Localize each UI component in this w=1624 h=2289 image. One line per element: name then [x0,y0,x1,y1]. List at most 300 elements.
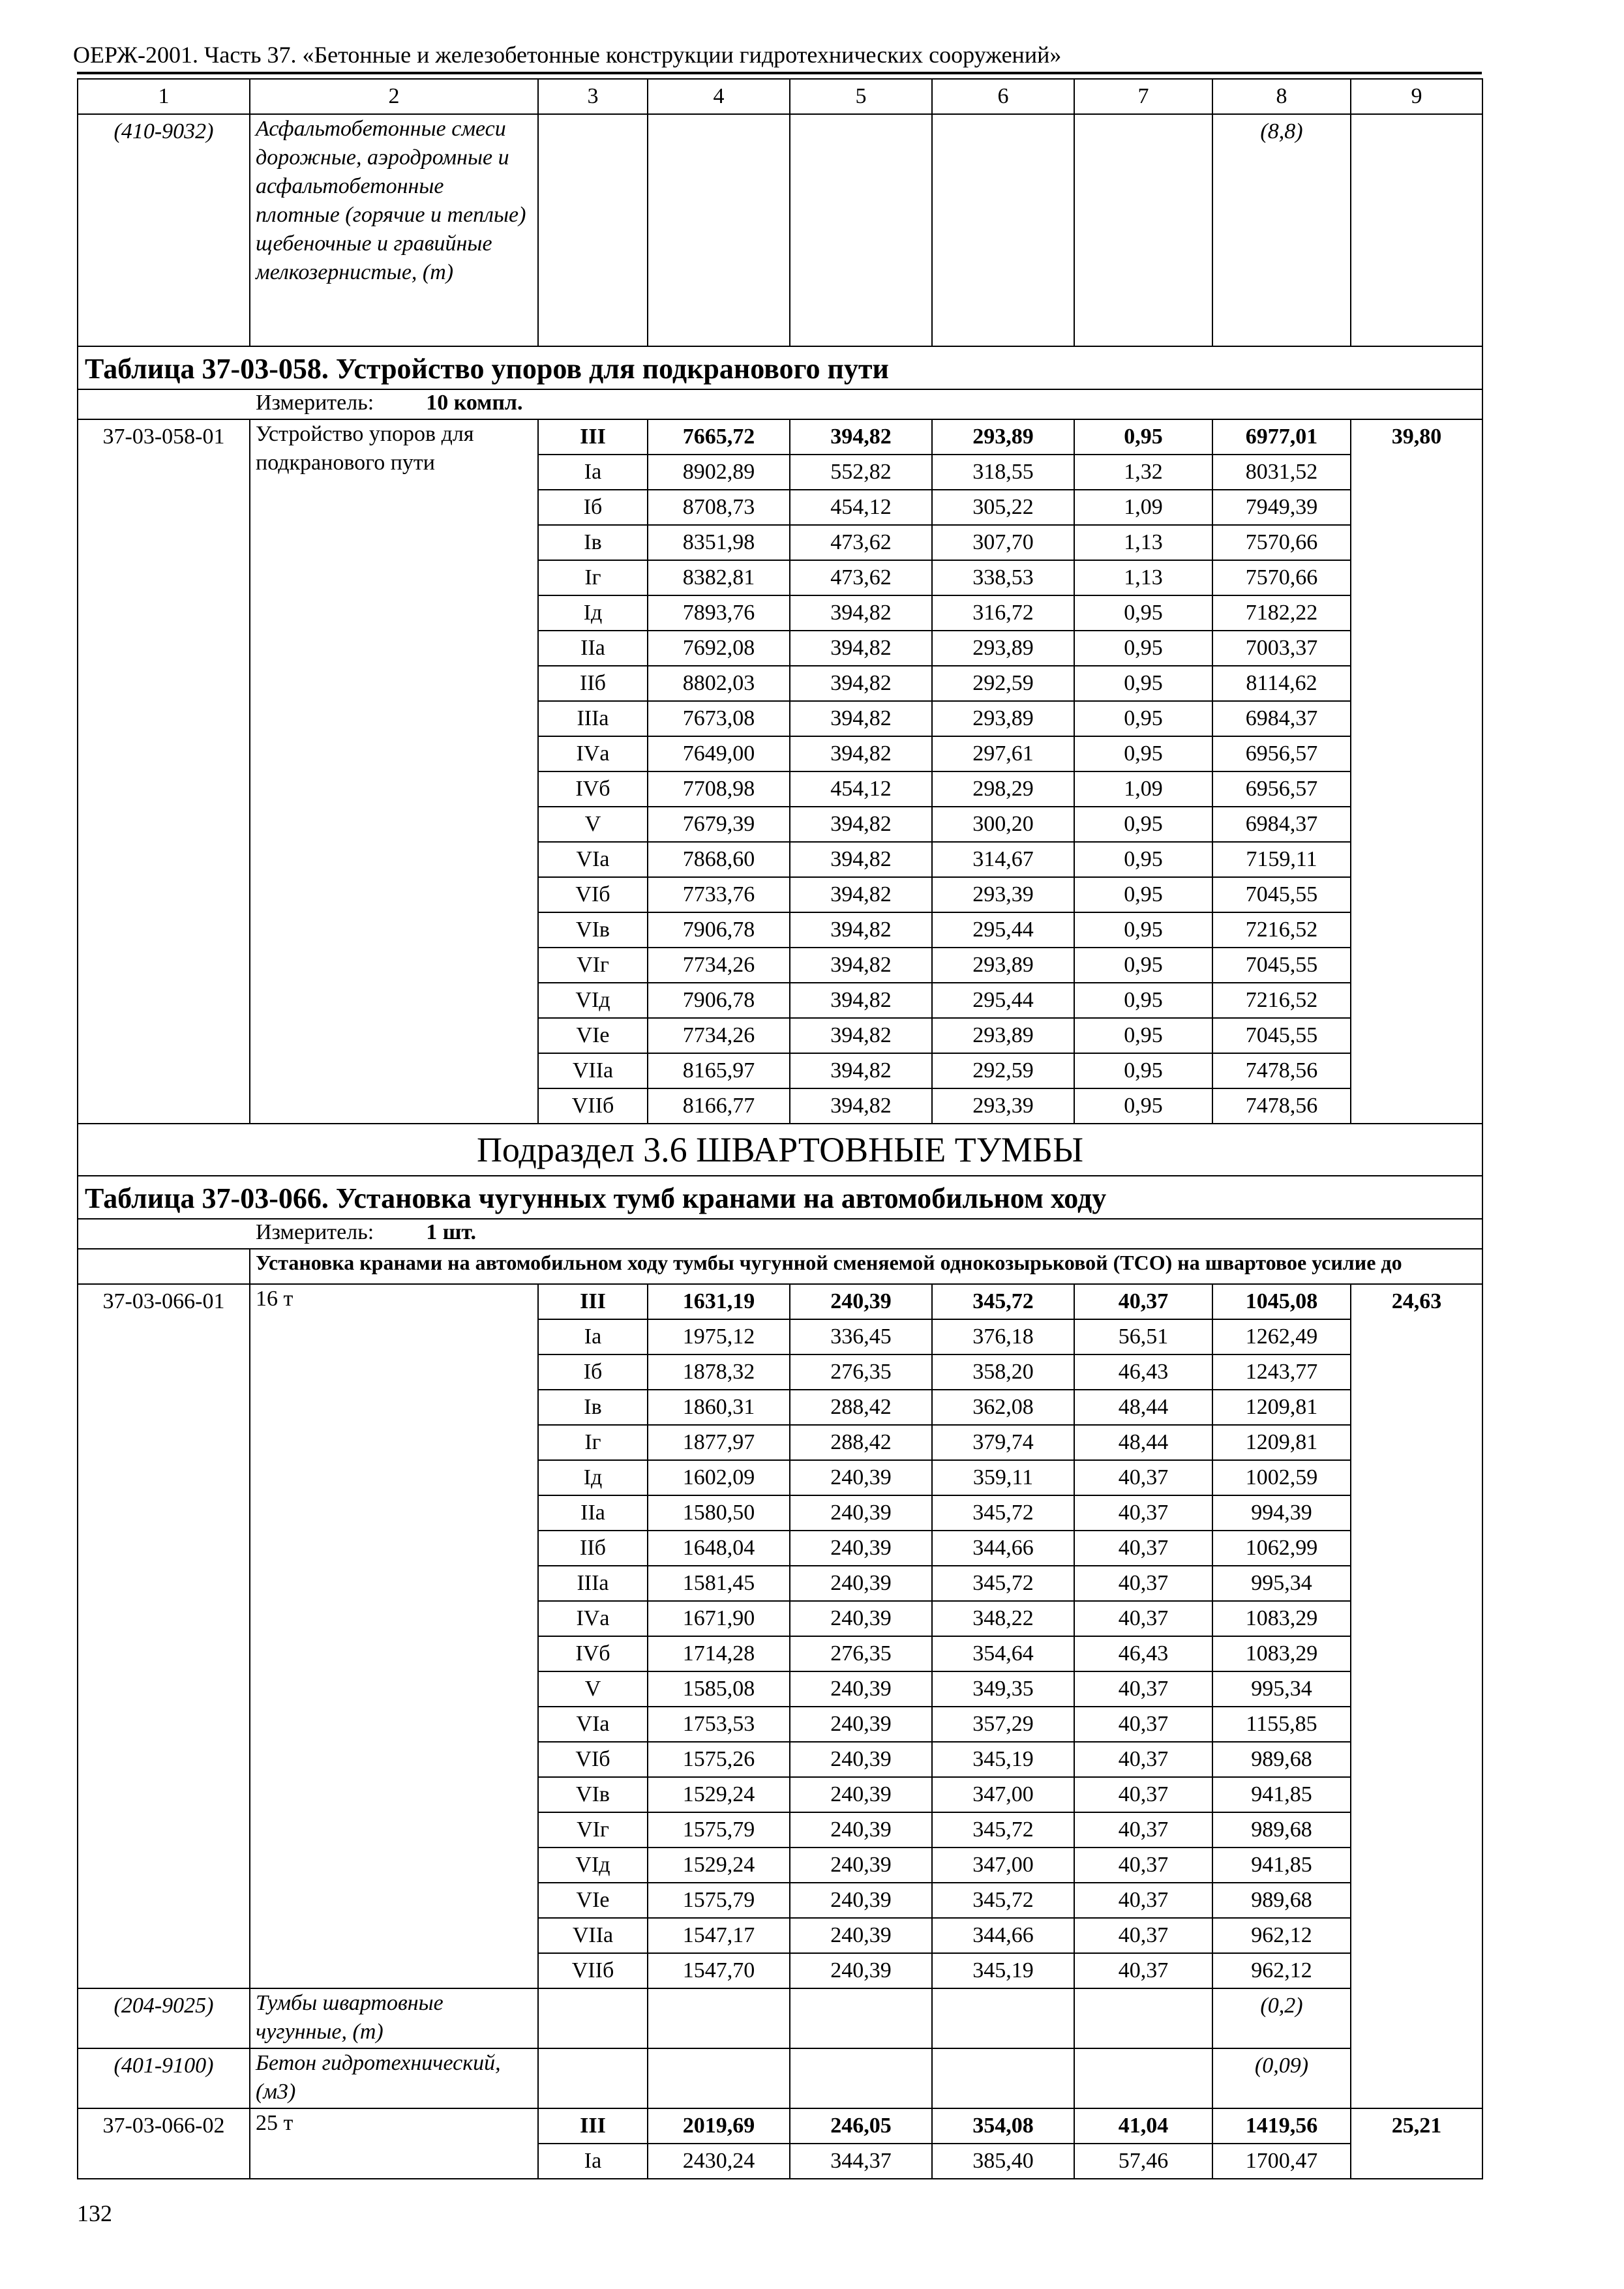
empty-cell [1074,2048,1212,2108]
rate-value: 1243,77 [1212,1354,1351,1390]
rate-value: 7734,26 [648,1018,790,1053]
rate-value: 394,82 [790,842,932,877]
rate-value: 8802,03 [648,666,790,701]
rate-value: 454,12 [790,771,932,807]
measure-cell [78,389,1482,419]
rate-value: 40,37 [1074,1707,1212,1742]
rate-value: 292,59 [932,1053,1074,1088]
rate-value: 394,82 [790,1018,932,1053]
zone-label: V [538,807,648,842]
rate-value: 1547,17 [648,1918,790,1953]
rate-value: 394,82 [790,595,932,631]
rate-value: 0,95 [1074,912,1212,948]
rate-value: 40,37 [1074,1495,1212,1531]
zone-label: Iв [538,525,648,560]
zone-label: Iб [538,490,648,525]
rate-value: 318,55 [932,455,1074,490]
rate-value: 1,13 [1074,525,1212,560]
zone-label: Iв [538,1390,648,1425]
subsection-title: Подраздел 3.6 ШВАРТОВНЫЕ ТУМБЫ [78,1124,1482,1176]
rate-value: 0,95 [1074,419,1212,455]
subsection-row [78,1124,1482,1176]
zone-label: VIв [538,1777,648,1812]
zone-label: IVа [538,736,648,771]
rate-value: 0,95 [1074,842,1212,877]
rate-value: 40,37 [1074,1460,1212,1495]
rate-value: 298,29 [932,771,1074,807]
rate-value: 7478,56 [1212,1053,1351,1088]
rate-value: 7216,52 [1212,983,1351,1018]
zone-label: Iг [538,560,648,595]
rate-value: 338,53 [932,560,1074,595]
rate-value: 240,39 [790,1953,932,1988]
rate-value: 359,11 [932,1460,1074,1495]
rate-value: 240,39 [790,1918,932,1953]
rate-value: 1262,49 [1212,1319,1351,1354]
rate-value: 40,37 [1074,1812,1212,1848]
rate-value: 295,44 [932,912,1074,948]
zone-label: Iд [538,595,648,631]
rate-value: 7868,60 [648,842,790,877]
rate-value: 1975,12 [648,1319,790,1354]
rate-value: 354,64 [932,1636,1074,1671]
column-number: 8 [1212,79,1351,114]
rate-value: 8166,77 [648,1088,790,1124]
rate-value: 1209,81 [1212,1425,1351,1460]
rate-value: 962,12 [1212,1918,1351,1953]
rate-value: 394,82 [790,807,932,842]
rate-value: 1581,45 [648,1566,790,1601]
zone-label: IIIа [538,1566,648,1601]
rate-value: 40,37 [1074,1531,1212,1566]
zone-label: IIа [538,1495,648,1531]
rate-code: 37-03-066-02 [78,2108,250,2179]
rate-value: 394,82 [790,1053,932,1088]
rate-value: 344,66 [932,1918,1074,1953]
rate-value: 293,89 [932,631,1074,666]
rate-value: 1575,26 [648,1742,790,1777]
rate-row [78,2108,1482,2144]
rate-value: 345,19 [932,1953,1074,1988]
resource-code: (410-9032) [78,114,250,346]
zone-label: IIб [538,666,648,701]
rate-value: 394,82 [790,419,932,455]
rate-value: 1575,79 [648,1883,790,1918]
rate-value: 1877,97 [648,1425,790,1460]
rate-value: 473,62 [790,560,932,595]
empty-cell [1074,114,1212,346]
empty-cell [790,114,932,346]
rate-value: 7665,72 [648,419,790,455]
table-title: Таблица 37-03-058. Устройство упоров для подкранового пути [78,346,1482,389]
description-row [78,1249,1482,1284]
rate-value: 1529,24 [648,1848,790,1883]
zone-label: Iа [538,2144,648,2179]
rate-value: 307,70 [932,525,1074,560]
zone-label: VIа [538,1707,648,1742]
zone-label: VIе [538,1018,648,1053]
zone-label: VIIа [538,1053,648,1088]
empty-cell [1074,1988,1212,2048]
rate-value: 394,82 [790,983,932,1018]
rate-value: 6956,57 [1212,771,1351,807]
rate-value: 293,89 [932,948,1074,983]
rates-table [77,78,1483,2179]
rate-value: 1,09 [1074,490,1212,525]
rate-value: 7708,98 [648,771,790,807]
rate-value: 7906,78 [648,983,790,1018]
rate-value: 300,20 [932,807,1074,842]
measure-value: 10 компл. [426,391,523,415]
zone-label: VIв [538,912,648,948]
rate-value: 40,37 [1074,1883,1212,1918]
rate-value: 995,34 [1212,1566,1351,1601]
rate-value: 1631,19 [648,1284,790,1319]
rate-value: 7733,76 [648,877,790,912]
rate-value: 1700,47 [1212,2144,1351,2179]
rate-value: 48,44 [1074,1425,1212,1460]
rate-value: 0,95 [1074,595,1212,631]
column-numbers-row [78,79,1482,114]
rate-value: 56,51 [1074,1319,1212,1354]
rate-value: 276,35 [790,1636,932,1671]
rate-value: 7893,76 [648,595,790,631]
rate-value: 345,72 [932,1883,1074,1918]
rate-value: 989,68 [1212,1812,1351,1848]
rate-value: 40,37 [1074,1918,1212,1953]
rate-value: 0,95 [1074,983,1212,1018]
empty-cell [538,2048,648,2108]
empty-cell [790,2048,932,2108]
rate-value: 240,39 [790,1848,932,1883]
rate-value: 276,35 [790,1354,932,1390]
resource-name: Тумбы швартовные чугунные, (т) [250,1988,538,2048]
rate-value: 1602,09 [648,1460,790,1495]
rate-value: 293,89 [932,419,1074,455]
empty-cell [932,2048,1074,2108]
rate-value: 240,39 [790,1566,932,1601]
rate-value: 2019,69 [648,2108,790,2144]
rate-value: 1083,29 [1212,1601,1351,1636]
column-number: 3 [538,79,648,114]
rate-value: 8114,62 [1212,666,1351,701]
zone-label: III [538,1284,648,1319]
rate-value: 0,95 [1074,1088,1212,1124]
column-number: 9 [1351,79,1482,114]
empty-cell [538,114,648,346]
column-number: 1 [78,79,250,114]
rate-row [78,419,1482,455]
column-number: 7 [1074,79,1212,114]
rate-value: 1002,59 [1212,1460,1351,1495]
rate-value: 1083,29 [1212,1636,1351,1671]
rate-value: 7570,66 [1212,525,1351,560]
zone-label: III [538,419,648,455]
resource-code: (401-9100) [78,2048,250,2108]
labor-value: 39,80 [1351,419,1482,1124]
rate-value: 379,74 [932,1425,1074,1460]
rate-value: 6977,01 [1212,419,1351,455]
rate-value: 941,85 [1212,1848,1351,1883]
rate-value: 394,82 [790,631,932,666]
zone-label: Iа [538,455,648,490]
rate-value: 7045,55 [1212,1018,1351,1053]
rate-value: 7679,39 [648,807,790,842]
empty-cell [932,1988,1074,2048]
resource-code: (204-9025) [78,1988,250,2048]
rate-value: 1419,56 [1212,2108,1351,2144]
rate-value: 1648,04 [648,1531,790,1566]
resource-row [78,114,1482,346]
zone-label: Iа [538,1319,648,1354]
rate-value: 41,04 [1074,2108,1212,2144]
rate-value: 240,39 [790,1671,932,1707]
empty-cell [648,2048,790,2108]
zone-label: Iб [538,1354,648,1390]
table-title-row [78,346,1482,389]
rate-value: 1155,85 [1212,1707,1351,1742]
rate-value: 0,95 [1074,807,1212,842]
header-rule [77,72,1482,74]
rate-value: 0,95 [1074,1018,1212,1053]
rate-value: 7216,52 [1212,912,1351,948]
table-title-row [78,1176,1482,1219]
labor-value: 25,21 [1351,2108,1482,2179]
rate-value: 345,72 [932,1495,1074,1531]
page-number: 132 [77,2200,112,2226]
rate-value: 941,85 [1212,1777,1351,1812]
rate-value: 7906,78 [648,912,790,948]
rate-value: 347,00 [932,1848,1074,1883]
rate-value: 297,61 [932,736,1074,771]
rate-value: 305,22 [932,490,1074,525]
zone-label: IVб [538,1636,648,1671]
rate-value: 240,39 [790,1742,932,1777]
rate-value: 288,42 [790,1425,932,1460]
resource-qty: (8,8) [1212,114,1351,346]
rate-value: 0,95 [1074,736,1212,771]
rate-value: 40,37 [1074,1953,1212,1988]
rate-value: 7159,11 [1212,842,1351,877]
zone-label: Iг [538,1425,648,1460]
rate-value: 1209,81 [1212,1390,1351,1425]
rate-value: 552,82 [790,455,932,490]
rate-value: 345,72 [932,1812,1074,1848]
empty-cell [648,114,790,346]
rate-value: 962,12 [1212,1953,1351,1988]
rate-row [78,1284,1482,1319]
zone-label: V [538,1671,648,1707]
table-description: Установка кранами на автомобильном ходу тумбы чугунной сменяемой однокозырьковой (ТСО) на швартовое усилие до [250,1249,1482,1284]
rate-value: 57,46 [1074,2144,1212,2179]
measure-label: Измеритель: [256,391,374,415]
rate-name: 25 т [250,2108,538,2179]
rate-value: 46,43 [1074,1354,1212,1390]
rate-value: 1753,53 [648,1707,790,1742]
rate-value: 0,95 [1074,631,1212,666]
zone-label: IVа [538,1601,648,1636]
rate-value: 349,35 [932,1671,1074,1707]
empty-cell [648,1988,790,2048]
rate-value: 362,08 [932,1390,1074,1425]
rate-value: 354,08 [932,2108,1074,2144]
empty-cell [932,114,1074,346]
zone-label: IIIа [538,701,648,736]
rate-code: 37-03-058-01 [78,419,250,1124]
zone-label: IVб [538,771,648,807]
zone-label: IIб [538,1531,648,1566]
rate-value: 6984,37 [1212,701,1351,736]
rate-value: 1,13 [1074,560,1212,595]
page-header: ОЕРЖ-2001. Часть 37. «Бетонные и железобетонные конструкции гидротехнических сооружений» [73,42,1062,68]
measure-cell [78,1219,1482,1249]
zone-label: VIд [538,1848,648,1883]
rate-value: 0,95 [1074,701,1212,736]
rate-value: 293,39 [932,877,1074,912]
rate-value: 7478,56 [1212,1088,1351,1124]
rate-value: 1580,50 [648,1495,790,1531]
rate-value: 1714,28 [648,1636,790,1671]
resource-name: Асфальтобетонные смеси дорожные, аэродромные и асфальтобетонные плотные (горячие и теплые) щебеночные и гравийные мелкозернистые, (т) [250,114,538,346]
rate-value: 348,22 [932,1601,1074,1636]
rate-value: 292,59 [932,666,1074,701]
rate-value: 394,82 [790,877,932,912]
column-number: 5 [790,79,932,114]
rate-value: 345,19 [932,1742,1074,1777]
rate-value: 345,72 [932,1566,1074,1601]
rate-value: 0,95 [1074,877,1212,912]
rate-value: 48,44 [1074,1390,1212,1425]
rate-value: 7182,22 [1212,595,1351,631]
rate-value: 994,39 [1212,1495,1351,1531]
measure-row [78,389,1482,419]
rate-value: 46,43 [1074,1636,1212,1671]
rate-value: 336,45 [790,1319,932,1354]
zone-label: VIа [538,842,648,877]
rate-value: 40,37 [1074,1566,1212,1601]
rate-value: 0,95 [1074,666,1212,701]
measure-label: Измеритель: [256,1220,374,1244]
rate-value: 347,00 [932,1777,1074,1812]
rate-value: 394,82 [790,912,932,948]
zone-label: VIб [538,1742,648,1777]
rate-value: 8902,89 [648,455,790,490]
rate-value: 293,89 [932,701,1074,736]
rate-value: 394,82 [790,1088,932,1124]
rate-value: 240,39 [790,1460,932,1495]
rate-value: 40,37 [1074,1601,1212,1636]
rate-value: 394,82 [790,948,932,983]
rate-value: 0,95 [1074,948,1212,983]
measure-row [78,1219,1482,1249]
zone-label: VIIа [538,1918,648,1953]
rate-value: 40,37 [1074,1848,1212,1883]
rate-value: 357,29 [932,1707,1074,1742]
rate-value: 7673,08 [648,701,790,736]
rate-value: 1045,08 [1212,1284,1351,1319]
rate-value: 40,37 [1074,1742,1212,1777]
rate-value: 240,39 [790,1601,932,1636]
rate-value: 288,42 [790,1390,932,1425]
column-number: 6 [932,79,1074,114]
rate-value: 316,72 [932,595,1074,631]
empty-cell [790,1988,932,2048]
zone-label: Iд [538,1460,648,1495]
rate-value: 240,39 [790,1495,932,1531]
rate-value: 6956,57 [1212,736,1351,771]
rate-value: 394,82 [790,736,932,771]
column-number: 4 [648,79,790,114]
rate-value: 7692,08 [648,631,790,666]
zone-label: VIIб [538,1953,648,1988]
zone-label: III [538,2108,648,2144]
rate-value: 7003,37 [1212,631,1351,666]
resource-name: Бетон гидротехнический, (м3) [250,2048,538,2108]
rate-value: 8165,97 [648,1053,790,1088]
rate-value: 1,09 [1074,771,1212,807]
zone-label: VIг [538,948,648,983]
column-number: 2 [250,79,538,114]
rate-value: 295,44 [932,983,1074,1018]
rate-value: 293,89 [932,1018,1074,1053]
rate-value: 344,66 [932,1531,1074,1566]
resource-row [78,1988,1482,2048]
rate-value: 385,40 [932,2144,1074,2179]
zone-label: VIе [538,1883,648,1918]
rate-value: 1585,08 [648,1671,790,1707]
rate-value: 394,82 [790,666,932,701]
zone-label: IIа [538,631,648,666]
rate-value: 454,12 [790,490,932,525]
rate-value: 314,67 [932,842,1074,877]
rate-value: 1529,24 [648,1777,790,1812]
rate-value: 1878,32 [648,1354,790,1390]
rate-value: 1062,99 [1212,1531,1351,1566]
rate-value: 473,62 [790,525,932,560]
rate-value: 40,37 [1074,1777,1212,1812]
resource-row [78,2048,1482,2108]
rate-value: 40,37 [1074,1671,1212,1707]
rate-value: 989,68 [1212,1742,1351,1777]
rate-value: 1671,90 [648,1601,790,1636]
rate-value: 40,37 [1074,1284,1212,1319]
rate-value: 293,39 [932,1088,1074,1124]
zone-label: VIд [538,983,648,1018]
rate-value: 7045,55 [1212,948,1351,983]
rate-value: 240,39 [790,1777,932,1812]
rate-value: 246,05 [790,2108,932,2144]
rate-value: 7570,66 [1212,560,1351,595]
rate-value: 240,39 [790,1812,932,1848]
resource-qty: (0,2) [1212,1988,1351,2048]
rate-value: 6984,37 [1212,807,1351,842]
labor-value: 24,63 [1351,1284,1482,2108]
rate-value: 345,72 [932,1284,1074,1319]
rate-value: 240,39 [790,1883,932,1918]
resource-qty: (0,09) [1212,2048,1351,2108]
rate-value: 8031,52 [1212,455,1351,490]
empty-cell [78,1249,250,1284]
empty-cell [538,1988,648,2048]
rate-value: 1860,31 [648,1390,790,1425]
rate-name: 16 т [250,1284,538,1988]
rate-value: 1547,70 [648,1953,790,1988]
zone-label: VIб [538,877,648,912]
measure-value: 1 шт. [426,1220,477,1244]
rate-value: 7734,26 [648,948,790,983]
rate-value: 240,39 [790,1531,932,1566]
rate-value: 995,34 [1212,1671,1351,1707]
